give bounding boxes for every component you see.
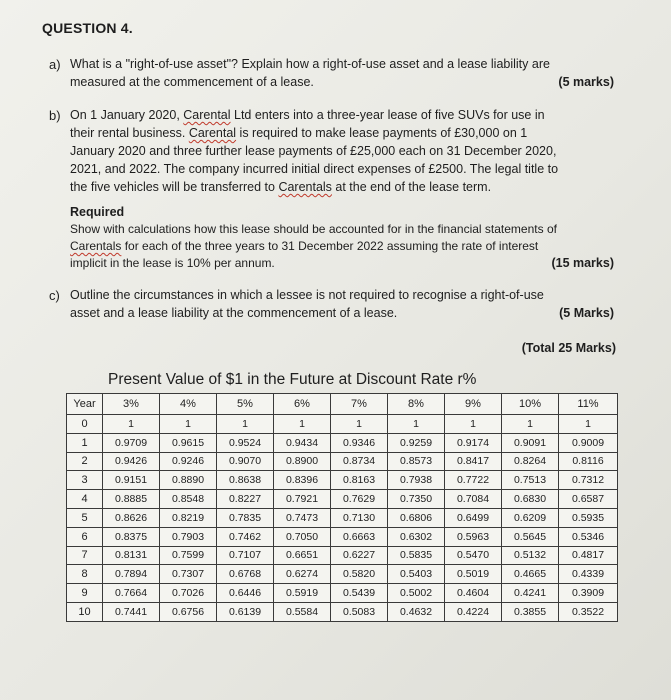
part-c-line-2: asset and a lease liability at the commencement of a lease. [70,306,398,320]
discount-factor-cell: 1 [160,415,217,434]
year-cell: 1 [67,433,103,452]
part-a-label: a) [49,57,61,72]
discount-factor-cell: 0.9009 [559,433,618,452]
table-row [67,452,618,471]
question-title: QUESTION 4. [42,20,133,36]
part-a-line-2: measured at the commencement of a lease. [70,75,314,89]
table-title: Present Value of $1 in the Future at Discount Rate r% [108,371,477,388]
table-row [67,490,618,509]
part-b-line-1 [70,108,545,122]
part-b-label: b) [49,108,61,123]
discount-factor-cell: 0.5083 [331,602,388,621]
discount-factor-cell: 0.7835 [217,508,274,527]
discount-factor-cell: 0.9259 [388,433,445,452]
part-b-line-2-text-a: their rental business. [70,126,189,140]
part-b-line-4: 2021, and 2022. The company incurred initial direct expenses of £2500. The legal title to [70,162,559,176]
required-line-2 [70,239,538,253]
discount-factor-cell: 0.7722 [445,471,502,490]
discount-factor-cell: 0.4817 [559,546,618,565]
discount-factor-cell: 0.9070 [217,452,274,471]
column-header-rate: 11% [559,394,618,415]
discount-factor-cell: 0.4632 [388,602,445,621]
discount-factor-cell: 0.6587 [559,490,618,509]
year-cell: 3 [67,471,103,490]
discount-factor-cell: 0.8885 [103,490,160,509]
year-cell: 4 [67,490,103,509]
discount-factor-cell: 0.7894 [103,565,160,584]
discount-factor-cell: 0.6227 [331,546,388,565]
part-c-label: c) [49,288,60,303]
discount-factor-cell: 0.7903 [160,527,217,546]
part-b-line-2-text-b: is required to make lease payments of £30,000 on 1 [236,126,528,140]
required-line-2-text: for each of the three years to 31 December 2022 assuming the rate of interest [121,239,539,253]
discount-factor-cell: 0.7462 [217,527,274,546]
discount-factor-cell: 1 [388,415,445,434]
table-row [67,584,618,603]
discount-factor-cell: 0.7629 [331,490,388,509]
discount-factor-cell: 0.4241 [502,584,559,603]
discount-factor-cell: 0.7084 [445,490,502,509]
discount-factor-cell: 0.3909 [559,584,618,603]
discount-factor-cell: 0.6446 [217,584,274,603]
year-cell: 0 [67,415,103,434]
discount-factor-cell: 0.8131 [103,546,160,565]
discount-factor-cell: 0.8638 [217,471,274,490]
discount-factor-cell: 0.5963 [445,527,502,546]
discount-factor-cell: 0.5019 [445,565,502,584]
discount-factor-cell: 0.8227 [217,490,274,509]
required-line-3: implicit in the lease is 10% per annum. [70,256,275,270]
part-b-line-2 [70,126,527,140]
discount-factor-cell: 0.6651 [274,546,331,565]
discount-factor-cell: 0.6756 [160,602,217,621]
discount-factor-cell: 0.9524 [217,433,274,452]
company-name: Carentals [278,180,332,194]
discount-factor-cell: 0.6139 [217,602,274,621]
discount-factor-cell: 0.8219 [160,508,217,527]
part-b-line-1-text-b: Ltd enters into a three-year lease of five SUVs for use in [230,108,545,122]
discount-factor-cell: 0.8417 [445,452,502,471]
discount-factor-cell: 1 [331,415,388,434]
part-b-line-1-text-a: On 1 January 2020, [70,108,184,122]
discount-factor-cell: 0.6663 [331,527,388,546]
required-heading: Required [70,205,125,219]
discount-factor-cell: 1 [559,415,618,434]
year-cell: 6 [67,527,103,546]
table-row [67,527,618,546]
year-cell: 9 [67,584,103,603]
discount-factor-cell: 0.8163 [331,471,388,490]
discount-factor-cell: 0.9246 [160,452,217,471]
discount-factor-cell: 0.5403 [388,565,445,584]
table-row [67,602,618,621]
part-c-marks: (5 Marks) [559,306,614,320]
discount-factor-cell: 0.5346 [559,527,618,546]
part-a-marks: (5 marks) [558,75,614,89]
discount-factor-cell: 0.5132 [502,546,559,565]
discount-factor-cell: 0.5002 [388,584,445,603]
required-line-1: Show with calculations how this lease should be accounted for in the financial statements of [70,222,557,236]
discount-factor-cell: 0.8890 [160,471,217,490]
discount-factor-cell: 0.5584 [274,602,331,621]
discount-factor-cell: 0.3855 [502,602,559,621]
discount-factor-cell: 0.9091 [502,433,559,452]
discount-factor-cell: 0.6302 [388,527,445,546]
discount-factor-cell: 0.6274 [274,565,331,584]
discount-factor-cell: 0.8548 [160,490,217,509]
discount-factor-cell: 0.6806 [388,508,445,527]
present-value-table [66,393,618,622]
discount-factor-cell: 0.9615 [160,433,217,452]
part-b-line-3: January 2020 and three further lease payments of £25,000 each on 31 December 2020, [70,144,557,158]
discount-factor-cell: 0.4604 [445,584,502,603]
column-header-rate: 10% [502,394,559,415]
discount-factor-cell: 0.4665 [502,565,559,584]
discount-factor-cell: 0.6209 [502,508,559,527]
year-cell: 5 [67,508,103,527]
discount-factor-cell: 1 [103,415,160,434]
discount-factor-cell: 0.4339 [559,565,618,584]
column-header-rate: 6% [274,394,331,415]
discount-factor-cell: 0.7026 [160,584,217,603]
part-b-line-5-text-a: the five vehicles will be transferred to [70,180,279,194]
discount-factor-cell: 0.8375 [103,527,160,546]
discount-factor-cell: 0.9346 [331,433,388,452]
discount-factor-cell: 0.7938 [388,471,445,490]
column-header-rate: 3% [103,394,160,415]
discount-factor-cell: 1 [502,415,559,434]
discount-factor-cell: 0.7473 [274,508,331,527]
table-row [67,433,618,452]
part-b-line-5-text-b: at the end of the lease term. [331,180,492,194]
discount-factor-cell: 0.7599 [160,546,217,565]
column-header-rate: 4% [160,394,217,415]
discount-factor-cell: 0.6830 [502,490,559,509]
year-cell: 8 [67,565,103,584]
discount-factor-cell: 1 [445,415,502,434]
discount-factor-cell: 0.9709 [103,433,160,452]
discount-factor-cell: 0.8626 [103,508,160,527]
discount-factor-cell: 0.7664 [103,584,160,603]
table-row [67,415,618,434]
company-name: Carental [188,126,237,140]
column-header-rate: 9% [445,394,502,415]
discount-factor-cell: 0.3522 [559,602,618,621]
company-name: Carental [183,108,231,122]
table-row [67,508,618,527]
year-cell: 10 [67,602,103,621]
discount-factor-cell: 0.6768 [217,565,274,584]
discount-factor-cell: 0.5820 [331,565,388,584]
discount-factor-cell: 0.5935 [559,508,618,527]
part-c-line-1: Outline the circumstances in which a lessee is not required to recognise a right-of-use [70,288,544,302]
discount-factor-cell: 0.7921 [274,490,331,509]
discount-factor-cell: 0.7350 [388,490,445,509]
column-header-year: Year [67,394,103,415]
year-cell: 2 [67,452,103,471]
table-row [67,471,618,490]
discount-factor-cell: 0.8116 [559,452,618,471]
discount-factor-cell: 0.5439 [331,584,388,603]
discount-factor-cell: 0.7130 [331,508,388,527]
discount-factor-cell: 0.8264 [502,452,559,471]
table-row [67,546,618,565]
discount-factor-cell: 0.5470 [445,546,502,565]
discount-factor-cell: 0.7107 [217,546,274,565]
table-row [67,565,618,584]
discount-factor-cell: 0.7441 [103,602,160,621]
discount-factor-cell: 0.9434 [274,433,331,452]
discount-factor-cell: 1 [274,415,331,434]
discount-factor-cell: 0.9151 [103,471,160,490]
discount-factor-cell: 0.5919 [274,584,331,603]
company-name: Carentals [70,239,122,253]
discount-factor-cell: 1 [217,415,274,434]
discount-factor-cell: 0.5645 [502,527,559,546]
discount-factor-cell: 0.6499 [445,508,502,527]
table-header-row [67,394,618,415]
discount-factor-cell: 0.7307 [160,565,217,584]
column-header-rate: 5% [217,394,274,415]
discount-factor-cell: 0.8900 [274,452,331,471]
column-header-rate: 7% [331,394,388,415]
discount-factor-cell: 0.5835 [388,546,445,565]
discount-factor-cell: 0.7312 [559,471,618,490]
discount-factor-cell: 0.8396 [274,471,331,490]
discount-factor-cell: 0.7050 [274,527,331,546]
discount-factor-cell: 0.4224 [445,602,502,621]
discount-factor-cell: 0.9174 [445,433,502,452]
discount-factor-cell: 0.9426 [103,452,160,471]
part-b-marks: (15 marks) [551,256,614,270]
part-a-line-1: What is a "right-of-use asset"? Explain how a right-of-use asset and a lease liability are [70,57,550,71]
discount-factor-cell: 0.7513 [502,471,559,490]
discount-factor-cell: 0.8734 [331,452,388,471]
total-marks: (Total 25 Marks) [521,341,616,355]
year-cell: 7 [67,546,103,565]
discount-factor-cell: 0.8573 [388,452,445,471]
part-b-line-5 [70,180,491,194]
column-header-rate: 8% [388,394,445,415]
